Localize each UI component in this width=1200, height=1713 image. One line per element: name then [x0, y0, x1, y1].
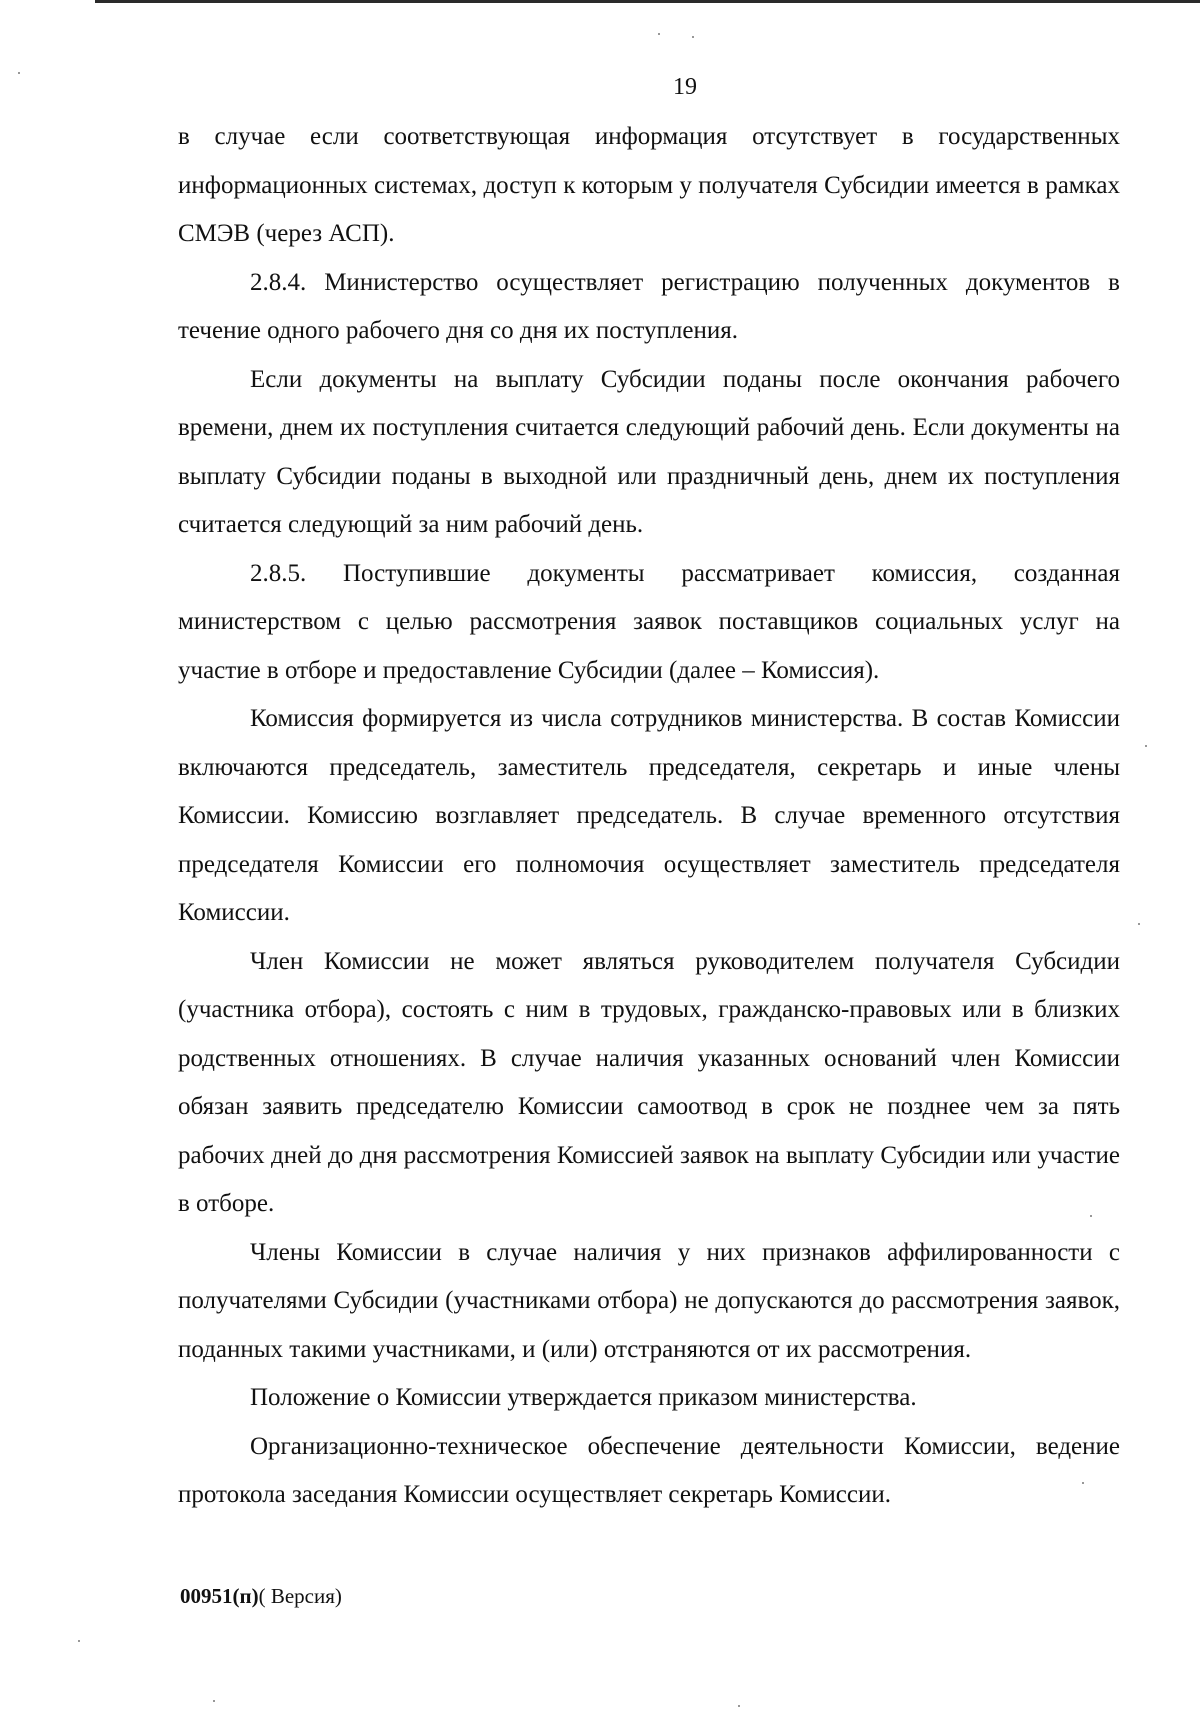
- scan-speck: [692, 36, 694, 38]
- paragraph-regulation: Положение о Комиссии утверждается приказом министерства.: [250, 1384, 917, 1411]
- scan-speck: [738, 1705, 740, 1707]
- scan-speck: [213, 1700, 215, 1702]
- top-scan-edge: [95, 0, 1200, 3]
- scan-speck: [1145, 745, 1147, 747]
- paragraph-2-8-4: 2.8.4. Министерство осуществляет регистрацию полученных документов в течение одного рабочего дня со дня их поступления.: [178, 268, 1120, 344]
- paragraph-2-8-5: 2.8.5. Поступившие документы рассматривает комиссия, созданная министерством с целью рассмотрения заявок поставщиков социальных услуг на участие в отборе и предоставление Субсидии (далее – Комиссия).: [178, 559, 1120, 684]
- paragraph-continuation: в случае если соответствующая информация отсутствует в государственных информационных системах, доступ к которым у получателя Субсидии имеется в рамках СМЭВ (через АСП).: [178, 123, 1120, 247]
- page-number: 19: [673, 74, 697, 100]
- scan-speck: [1138, 923, 1140, 925]
- scan-speck: [18, 72, 20, 74]
- document-body: [178, 113, 1120, 1520]
- paragraph-commission-composition: Комиссия формируется из числа сотрудников министерства. В состав Комиссии включаются председатель, заместитель председателя, секретарь и иные члены Комиссии. Комиссию возглавляет председатель. В случае временного отсутствия председателя Комиссии его полномочия осуществляет заместитель председателя Комиссии.: [178, 705, 1120, 926]
- scan-speck: [1090, 1215, 1092, 1217]
- document-code-number: 00951(п): [180, 1584, 259, 1608]
- paragraph-secretary: Организационно-техническое обеспечение деятельности Комиссии, ведение протокола заседания Комиссии осуществляет секретарь Комиссии.: [178, 1432, 1120, 1508]
- document-version: ( Версия): [258, 1584, 342, 1608]
- document-code: [180, 1584, 342, 1609]
- paragraph-affiliation: Члены Комиссии в случае наличия у них признаков аффилированности с получателями Субсидии (участниками отбора) не допускаются до рассмотрения заявок, поданных такими участниками, и (или) отстраняются от их рассмотрения.: [178, 1238, 1120, 1363]
- scan-speck: [78, 1640, 80, 1642]
- scan-speck: [658, 33, 660, 35]
- scan-speck: [1082, 1482, 1084, 1484]
- paragraph-member-restrictions: Член Комиссии не может являться руководителем получателя Субсидии (участника отбора), состоять с ним в трудовых, гражданско-правовых или в близких родственных отношениях. В случае наличия указанных оснований член Комиссии обязан заявить председателю Комиссии самоотвод в срок не позднее чем за пять рабочих дней до дня рассмотрения Комиссией заявок на выплату Субсидии или участие в отборе.: [178, 947, 1120, 1217]
- paragraph-submission-time: Если документы на выплату Субсидии поданы после окончания рабочего времени, днем их поступления считается следующий рабочий день. Если документы на выплату Субсидии поданы в выходной или праздничный день, днем их поступления считается следующий за ним рабочий день.: [178, 365, 1120, 538]
